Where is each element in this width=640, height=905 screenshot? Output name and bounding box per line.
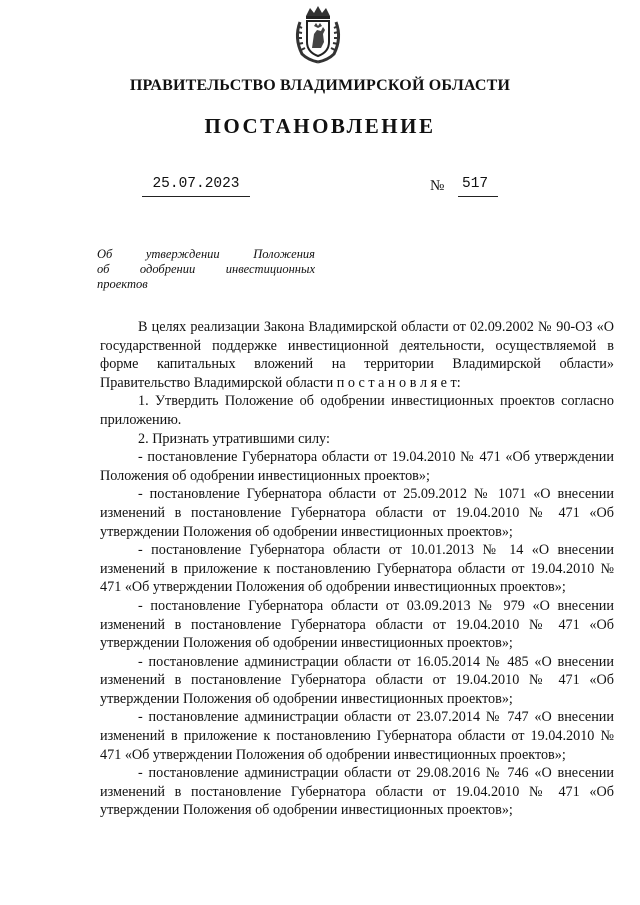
repealed-item: - постановление Губернатора области от 03.09.2013 № 979 «О внесении изменений в постановление Губернатора области от 19.04.2010 № 471 «Об утверждении Положения об одобрении инвестиционных проектов»; [100,597,614,652]
document-number: 517 [462,176,489,192]
repealed-item: - постановление Губернатора области от 10.01.2013 № 14 «О внесении изменений в приложение к постановлению Губернатора области от 19.04.2010 № 471 «Об утверждении Положения об одобрении инвестиционных проектов»; [100,542,614,596]
repealed-item: - постановление администрации области от 29.08.2016 № 746 «О внесении изменений в постановление Губернатора области от 19.04.2010 № 471 «Об утверждении Положения об одобрении инвестиционных проектов»; [100,765,614,819]
subject-line: Об утверждении Положения [97,247,315,261]
document-body [100,318,614,820]
preamble-paragraph: В целях реализации Закона Владимирской области от 02.09.2002 № 90-ОЗ «О государственной поддержке инвестиционной деятельности, осуществляемой в форме капитальных вложений на территории Владимирской области» Правительство Владимирской области п о с т а н о в л я е т: [100,319,614,391]
date-underline [142,196,250,197]
repealed-item: - постановление Губернатора области от 25.09.2012 № 1071 «О внесении изменений в постановление Губернатора области от 19.04.2010 № 471 «Об утверждении Положения об одобрении инвестиционных проектов»; [100,486,614,540]
clause-paragraph: 1. Утвердить Положение об одобрении инвестиционных проектов согласно приложению. [100,393,614,428]
government-name: ПРАВИТЕЛЬСТВО ВЛАДИМИРСКОЙ ОБЛАСТИ [129,77,511,94]
document-subject [97,247,315,292]
repealed-item: - постановление администрации области от 16.05.2014 № 485 «О внесении изменений в постановление Губернатора области от 19.04.2010 № 471 «Об утверждении Положения об одобрении инвестиционных проектов»; [100,653,614,707]
document-date: 25.07.2023 [152,176,240,192]
subject-line: проектов [97,277,148,291]
coat-of-arms-icon [290,4,346,64]
repealed-item: - постановление администрации области от 23.07.2014 № 747 «О внесении изменений в приложение к постановлению Губернатора области от 19.04.2010 № 471 «Об утверждении Положения об одобрении инвестиционных проектов»; [100,709,614,763]
clause-paragraph: 2. Признать утратившими силу: [138,430,330,447]
number-sign: № [430,178,445,194]
repealed-item: - постановление Губернатора области от 19.04.2010 № 471 «Об утверждении Положения об одобрении инвестиционных проектов»; [100,449,614,484]
document-type-title: ПОСТАНОВЛЕНИЕ [204,114,436,138]
subject-line: об одобрении инвестиционных [97,262,315,276]
number-underline [458,196,498,197]
